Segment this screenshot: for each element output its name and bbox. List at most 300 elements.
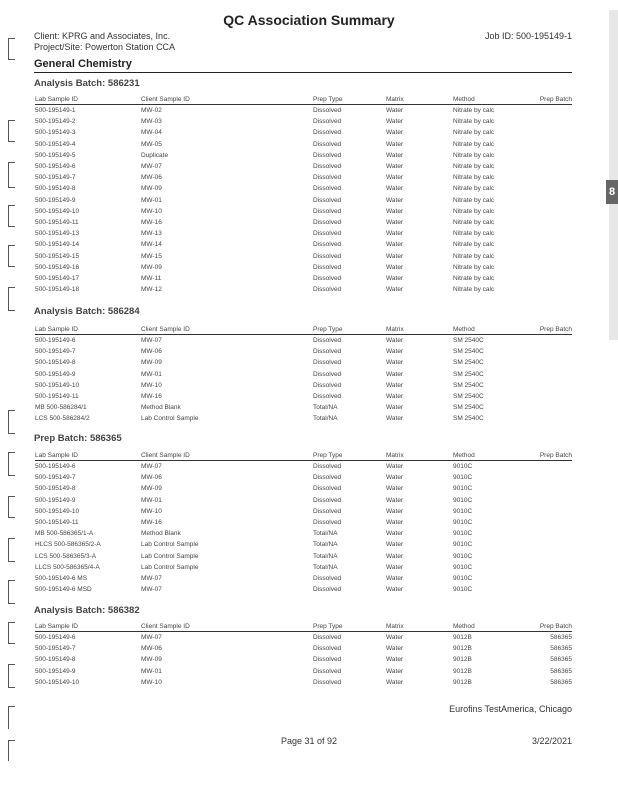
cell-matrix: Water [386, 348, 404, 356]
cell-prep-type: Total/NA [313, 552, 338, 560]
table-row [35, 654, 572, 665]
cell-lab-sample-id: 500-195149-3 [35, 129, 76, 137]
cell-prep-type: Dissolved [313, 381, 342, 389]
cell-method: 9010C [453, 563, 473, 571]
table-row [35, 461, 572, 473]
cell-lab-sample-id: 500-195149-9 [35, 196, 76, 204]
cell-prep-batch [519, 139, 572, 150]
cell-prep-type: Dissolved [313, 118, 342, 126]
cell-prep-batch [519, 150, 572, 161]
cell-prep-batch [519, 573, 572, 584]
table-row [35, 562, 572, 573]
cell-client-sample-id: MW-05 [141, 140, 162, 148]
cell-prep-type: Dissolved [313, 393, 342, 401]
table-row [35, 402, 572, 413]
cell-lab-sample-id: 500-195149-6 MSD [35, 586, 92, 594]
batch-label: Analysis Batch: 586382 [34, 605, 140, 616]
column-header-prep-batch: Prep Batch [519, 452, 572, 461]
column-header-prep-batch: Prep Batch [519, 96, 572, 105]
cell-prep-batch [519, 346, 572, 357]
column-header-client-sample-id: Client Sample ID [141, 623, 313, 632]
cell-matrix: Water [386, 381, 404, 389]
margin-bracket [8, 664, 15, 688]
cell-lab-sample-id: 500-195149-10 [35, 678, 80, 686]
cell-client-sample-id: Method Blank [141, 530, 181, 538]
table-header-row [35, 452, 572, 461]
cell-client-sample-id: Duplicate [141, 151, 169, 159]
cell-matrix: Water [386, 393, 404, 401]
cell-prep-batch [519, 251, 572, 262]
cell-matrix: Water [386, 496, 404, 504]
column-header-method: Method [453, 326, 519, 335]
cell-method: Nitrate by calc [453, 174, 495, 182]
cell-prep-batch [519, 335, 572, 347]
cell-client-sample-id: MW-07 [141, 463, 162, 470]
table-row [35, 217, 572, 228]
cell-client-sample-id: MW-04 [141, 129, 162, 137]
cell-matrix: Water [386, 207, 404, 215]
cell-prep-batch: 586365 [550, 667, 572, 675]
cell-matrix: Water [386, 337, 404, 344]
cell-method: SM 2540C [453, 381, 484, 389]
table-row [35, 472, 572, 483]
cell-prep-type: Dissolved [313, 370, 342, 378]
qc-table [35, 452, 572, 595]
column-header-matrix: Matrix [386, 452, 453, 461]
cell-prep-type: Dissolved [313, 151, 342, 159]
cell-client-sample-id: Lab Control Sample [141, 563, 199, 571]
cell-method: 9012B [453, 667, 472, 675]
cell-lab-sample-id: 500-195149-10 [35, 507, 80, 515]
cell-lab-sample-id: 500-195149-17 [35, 275, 80, 283]
cell-method: SM 2540C [453, 370, 484, 378]
cell-prep-type: Dissolved [313, 474, 342, 482]
batch-label: Analysis Batch: 586284 [34, 306, 140, 317]
cell-method: 9010C [453, 541, 473, 549]
table-row [35, 335, 572, 347]
cell-client-sample-id: MW-10 [141, 381, 162, 389]
cell-client-sample-id: MW-09 [141, 185, 162, 193]
cell-matrix: Water [386, 118, 404, 126]
cell-client-sample-id: MW-10 [141, 678, 162, 686]
cell-prep-batch [519, 483, 572, 494]
column-header-prep-type: Prep Type [313, 623, 386, 632]
cell-client-sample-id: MW-16 [141, 219, 162, 227]
cell-client-sample-id: MW-01 [141, 196, 162, 204]
section-tab: 8 [606, 180, 618, 204]
cell-prep-batch [519, 183, 572, 194]
cell-method: 9010C [453, 474, 473, 482]
cell-method: 9012B [453, 634, 472, 641]
project-site: Project/Site: Powerton Station CCA [34, 42, 176, 52]
cell-lab-sample-id: 500-195149-7 [35, 645, 76, 653]
cell-prep-batch [519, 217, 572, 228]
cell-matrix: Water [386, 575, 404, 583]
cell-prep-type: Dissolved [313, 575, 342, 583]
cell-lab-sample-id: 500-195149-9 [35, 496, 76, 504]
cell-prep-type: Dissolved [313, 129, 342, 137]
cell-lab-sample-id: 500-195149-7 [35, 348, 76, 356]
cell-method: SM 2540C [453, 393, 484, 401]
footer-company: Eurofins TestAmerica, Chicago [449, 704, 572, 714]
column-header-matrix: Matrix [386, 623, 453, 632]
margin-bracket [8, 410, 15, 434]
margin-bracket [8, 205, 15, 227]
column-header-prep-type: Prep Type [313, 452, 386, 461]
cell-matrix: Water [386, 252, 404, 260]
margin-bracket [8, 162, 15, 188]
cell-prep-batch [519, 273, 572, 284]
cell-client-sample-id: MW-07 [141, 163, 162, 171]
cell-prep-batch [519, 506, 572, 517]
cell-prep-type: Dissolved [313, 586, 342, 594]
cell-client-sample-id: MW-11 [141, 275, 162, 283]
margin-bracket [8, 622, 15, 644]
column-header-method: Method [453, 623, 519, 632]
cell-lab-sample-id: 500-195149-6 [35, 634, 76, 641]
cell-prep-batch [519, 357, 572, 368]
cell-lab-sample-id: 500-195149-11 [35, 393, 79, 401]
table-row [35, 413, 572, 424]
cell-prep-type: Dissolved [313, 359, 342, 367]
cell-lab-sample-id: 500-195149-8 [35, 359, 76, 367]
cell-method: 9012B [453, 656, 472, 664]
footer-date: 3/22/2021 [531, 736, 572, 746]
cell-lab-sample-id: 500-195149-10 [35, 381, 80, 389]
cell-method: Nitrate by calc [453, 263, 495, 271]
cell-lab-sample-id: 500-195149-7 [35, 174, 76, 182]
margin-bracket [8, 496, 15, 518]
cell-method: SM 2540C [453, 359, 484, 367]
cell-method: 9010C [453, 507, 473, 515]
cell-client-sample-id: MW-06 [141, 474, 162, 482]
cell-lab-sample-id: 500-195149-10 [35, 207, 80, 215]
cell-method: Nitrate by calc [453, 107, 495, 114]
job-id: Job ID: 500-195149-1 [484, 31, 572, 41]
margin-bracket [8, 452, 15, 476]
cell-client-sample-id: MW-12 [141, 286, 162, 294]
cell-prep-batch [519, 195, 572, 206]
cell-lab-sample-id: 500-195149-5 [35, 151, 76, 159]
cell-matrix: Water [386, 370, 404, 378]
table-row [35, 666, 572, 677]
column-header-lab-sample-id: Lab Sample ID [35, 96, 141, 105]
cell-prep-type: Dissolved [313, 140, 342, 148]
cell-client-sample-id: Method Blank [141, 404, 181, 412]
cell-prep-type: Dissolved [313, 107, 342, 114]
cell-matrix: Water [386, 219, 404, 227]
cell-prep-batch [519, 584, 572, 595]
margin-bracket [8, 287, 15, 311]
cell-client-sample-id: MW-09 [141, 359, 162, 367]
cell-lab-sample-id: 500-195149-9 [35, 370, 76, 378]
cell-method: Nitrate by calc [453, 207, 495, 215]
cell-client-sample-id: MW-14 [141, 241, 162, 249]
cell-method: SM 2540C [453, 348, 484, 356]
cell-prep-batch [519, 461, 572, 473]
cell-prep-batch [519, 284, 572, 295]
cell-method: Nitrate by calc [453, 163, 495, 171]
cell-matrix: Water [386, 107, 404, 114]
cell-method: Nitrate by calc [453, 230, 495, 238]
cell-matrix: Water [386, 174, 404, 182]
cell-matrix: Water [386, 463, 404, 470]
cell-method: SM 2540C [453, 404, 484, 412]
cell-prep-batch [519, 528, 572, 539]
cell-client-sample-id: MW-16 [141, 519, 162, 527]
cell-prep-type: Dissolved [313, 230, 342, 238]
cell-prep-type: Dissolved [313, 519, 342, 527]
cell-method: Nitrate by calc [453, 118, 495, 126]
table-row [35, 483, 572, 494]
cell-client-sample-id: MW-01 [141, 496, 162, 504]
table-row [35, 273, 572, 284]
margin-bracket [8, 38, 15, 60]
cell-prep-batch [519, 161, 572, 172]
table-row [35, 195, 572, 206]
cell-client-sample-id: MW-06 [141, 348, 162, 356]
cell-method: 9012B [453, 678, 472, 686]
cell-lab-sample-id: 500-195149-8 [35, 656, 76, 664]
table-row [35, 105, 572, 117]
cell-prep-batch [519, 239, 572, 250]
table-row [35, 183, 572, 194]
cell-prep-type: Dissolved [313, 241, 342, 249]
cell-client-sample-id: MW-10 [141, 507, 162, 515]
cell-lab-sample-id: 500-195149-9 [35, 667, 76, 675]
cell-prep-batch [519, 413, 572, 424]
cell-method: Nitrate by calc [453, 140, 495, 148]
cell-client-sample-id: MW-15 [141, 252, 162, 260]
table-row [35, 517, 572, 528]
cell-prep-batch [519, 116, 572, 127]
cell-lab-sample-id: 500-195149-6 [35, 337, 76, 344]
table-row [35, 391, 572, 402]
batch-label: Analysis Batch: 586231 [34, 78, 140, 89]
cell-lab-sample-id: 500-195149-2 [35, 118, 76, 126]
table-header-row [35, 326, 572, 335]
table-row [35, 632, 572, 644]
cell-prep-batch: 586365 [550, 634, 572, 641]
cell-method: Nitrate by calc [453, 219, 495, 227]
cell-lab-sample-id: 500-195149-7 [35, 474, 76, 482]
column-header-client-sample-id: Client Sample ID [141, 452, 313, 461]
table-row [35, 127, 572, 138]
column-header-lab-sample-id: Lab Sample ID [35, 326, 141, 335]
cell-lab-sample-id: 500-195149-18 [35, 286, 80, 294]
cell-lab-sample-id: 500-195149-6 MS [35, 575, 88, 583]
cell-matrix: Water [386, 359, 404, 367]
cell-lab-sample-id: 500-195149-8 [35, 185, 76, 193]
cell-client-sample-id: MW-03 [141, 118, 162, 126]
cell-client-sample-id: MW-02 [141, 107, 162, 114]
cell-prep-type: Dissolved [313, 252, 342, 260]
table-row [35, 262, 572, 273]
cell-method: Nitrate by calc [453, 185, 495, 193]
client-name: Client: KPRG and Associates, Inc. [34, 31, 171, 41]
cell-client-sample-id: MW-07 [141, 337, 162, 344]
cell-matrix: Water [386, 140, 404, 148]
table-row [35, 150, 572, 161]
cell-prep-batch [519, 380, 572, 391]
cell-matrix: Water [386, 678, 404, 686]
cell-matrix: Water [386, 230, 404, 238]
page-title: QC Association Summary [223, 12, 395, 28]
cell-matrix: Water [386, 634, 404, 641]
table-row [35, 495, 572, 506]
margin-bracket [8, 538, 15, 562]
margin-bracket [8, 120, 15, 142]
cell-method: 9010C [453, 519, 473, 527]
column-header-method: Method [453, 452, 519, 461]
cell-prep-type: Total/NA [313, 563, 338, 571]
column-header-lab-sample-id: Lab Sample ID [35, 623, 141, 632]
table-row [35, 357, 572, 368]
qc-table [35, 623, 572, 688]
cell-method: Nitrate by calc [453, 129, 495, 137]
cell-lab-sample-id: LLCS 500-586365/4-A [35, 563, 100, 571]
cell-method: 9010C [453, 463, 473, 470]
cell-client-sample-id: MW-01 [141, 667, 162, 675]
cell-prep-batch [519, 228, 572, 239]
cell-matrix: Water [386, 507, 404, 515]
cell-prep-type: Dissolved [313, 263, 342, 271]
cell-prep-batch [519, 391, 572, 402]
cell-method: 9010C [453, 496, 473, 504]
cell-prep-batch [519, 105, 572, 117]
cell-prep-type: Dissolved [313, 348, 342, 356]
cell-lab-sample-id: MB 500-586365/1-A [35, 530, 94, 538]
table-row [35, 161, 572, 172]
cell-prep-batch [519, 127, 572, 138]
cell-prep-batch [519, 495, 572, 506]
table-header-row [35, 96, 572, 105]
cell-prep-batch: 586365 [550, 656, 572, 664]
batch-label: Prep Batch: 586365 [34, 433, 122, 444]
cell-lab-sample-id: 500-195149-13 [35, 230, 80, 238]
cell-lab-sample-id: 500-195149-4 [35, 140, 76, 148]
cell-prep-batch [519, 539, 572, 550]
cell-prep-type: Dissolved [313, 678, 342, 686]
cell-matrix: Water [386, 530, 404, 538]
cell-prep-batch [519, 206, 572, 217]
column-header-client-sample-id: Client Sample ID [141, 326, 313, 335]
cell-matrix: Water [386, 129, 404, 137]
cell-matrix: Water [386, 196, 404, 204]
margin-bracket [8, 245, 15, 267]
cell-prep-type: Dissolved [313, 174, 342, 182]
cell-method: Nitrate by calc [453, 275, 495, 283]
table-row [35, 239, 572, 250]
cell-lab-sample-id: LCS 500-586365/3-A [35, 552, 97, 560]
cell-client-sample-id: MW-16 [141, 393, 162, 401]
cell-method: 9010C [453, 552, 473, 560]
cell-matrix: Water [386, 519, 404, 527]
table-row [35, 584, 572, 595]
cell-client-sample-id: MW-06 [141, 174, 162, 182]
cell-prep-batch [519, 551, 572, 562]
cell-prep-type: Dissolved [313, 645, 342, 653]
cell-prep-type: Dissolved [313, 275, 342, 283]
table-row [35, 251, 572, 262]
margin-bracket [8, 580, 15, 604]
cell-prep-type: Total/NA [313, 541, 338, 549]
cell-lab-sample-id: 500-195149-15 [35, 252, 80, 260]
cell-matrix: Water [386, 667, 404, 675]
cell-prep-type: Total/NA [313, 415, 338, 423]
cell-matrix: Water [386, 552, 404, 560]
cell-method: 9010C [453, 530, 473, 538]
cell-matrix: Water [386, 263, 404, 271]
cell-prep-batch [519, 562, 572, 573]
cell-prep-type: Dissolved [313, 507, 342, 515]
table-header-row [35, 623, 572, 632]
table-row [35, 643, 572, 654]
column-header-matrix: Matrix [386, 96, 453, 105]
qc-table [35, 326, 572, 425]
table-row [35, 346, 572, 357]
cell-method: 9010C [453, 575, 473, 583]
cell-matrix: Water [386, 241, 404, 249]
cell-prep-batch [519, 402, 572, 413]
cell-lab-sample-id: HLCS 500-586365/2-A [35, 541, 101, 549]
cell-method: Nitrate by calc [453, 151, 495, 159]
cell-matrix: Water [386, 415, 404, 423]
cell-method: 9010C [453, 485, 473, 493]
cell-matrix: Water [386, 586, 404, 594]
cell-method: 9010C [453, 586, 473, 594]
cell-prep-type: Dissolved [313, 219, 342, 227]
footer-page-number: Page 31 of 92 [280, 736, 338, 746]
cell-client-sample-id: MW-10 [141, 207, 162, 215]
cell-client-sample-id: MW-09 [141, 656, 162, 664]
cell-client-sample-id: MW-07 [141, 586, 162, 594]
table-row [35, 573, 572, 584]
cell-matrix: Water [386, 151, 404, 159]
cell-prep-type: Dissolved [313, 286, 342, 294]
cell-prep-type: Dissolved [313, 463, 342, 470]
cell-method: Nitrate by calc [453, 286, 495, 294]
table-row [35, 206, 572, 217]
cell-lab-sample-id: 500-195149-6 [35, 163, 76, 171]
column-header-prep-batch: Prep Batch [519, 623, 572, 632]
right-index-strip [609, 10, 618, 340]
cell-prep-batch [519, 369, 572, 380]
cell-prep-type: Dissolved [313, 634, 342, 641]
cell-method: Nitrate by calc [453, 241, 495, 249]
cell-prep-type: Total/NA [313, 404, 338, 412]
table-row [35, 116, 572, 127]
cell-client-sample-id: Lab Control Sample [141, 552, 199, 560]
cell-prep-batch [519, 517, 572, 528]
cell-prep-type: Dissolved [313, 656, 342, 664]
column-header-client-sample-id: Client Sample ID [141, 96, 313, 105]
cell-matrix: Water [386, 485, 404, 493]
table-row [35, 528, 572, 539]
column-header-prep-type: Prep Type [313, 96, 386, 105]
cell-lab-sample-id: 500-195149-16 [35, 263, 80, 271]
column-header-prep-type: Prep Type [313, 326, 386, 335]
cell-prep-type: Dissolved [313, 496, 342, 504]
cell-method: SM 2540C [453, 337, 484, 344]
table-row [35, 506, 572, 517]
cell-prep-type: Total/NA [313, 530, 338, 538]
table-row [35, 139, 572, 150]
cell-client-sample-id: MW-13 [141, 230, 162, 238]
cell-matrix: Water [386, 474, 404, 482]
table-row [35, 228, 572, 239]
cell-matrix: Water [386, 185, 404, 193]
